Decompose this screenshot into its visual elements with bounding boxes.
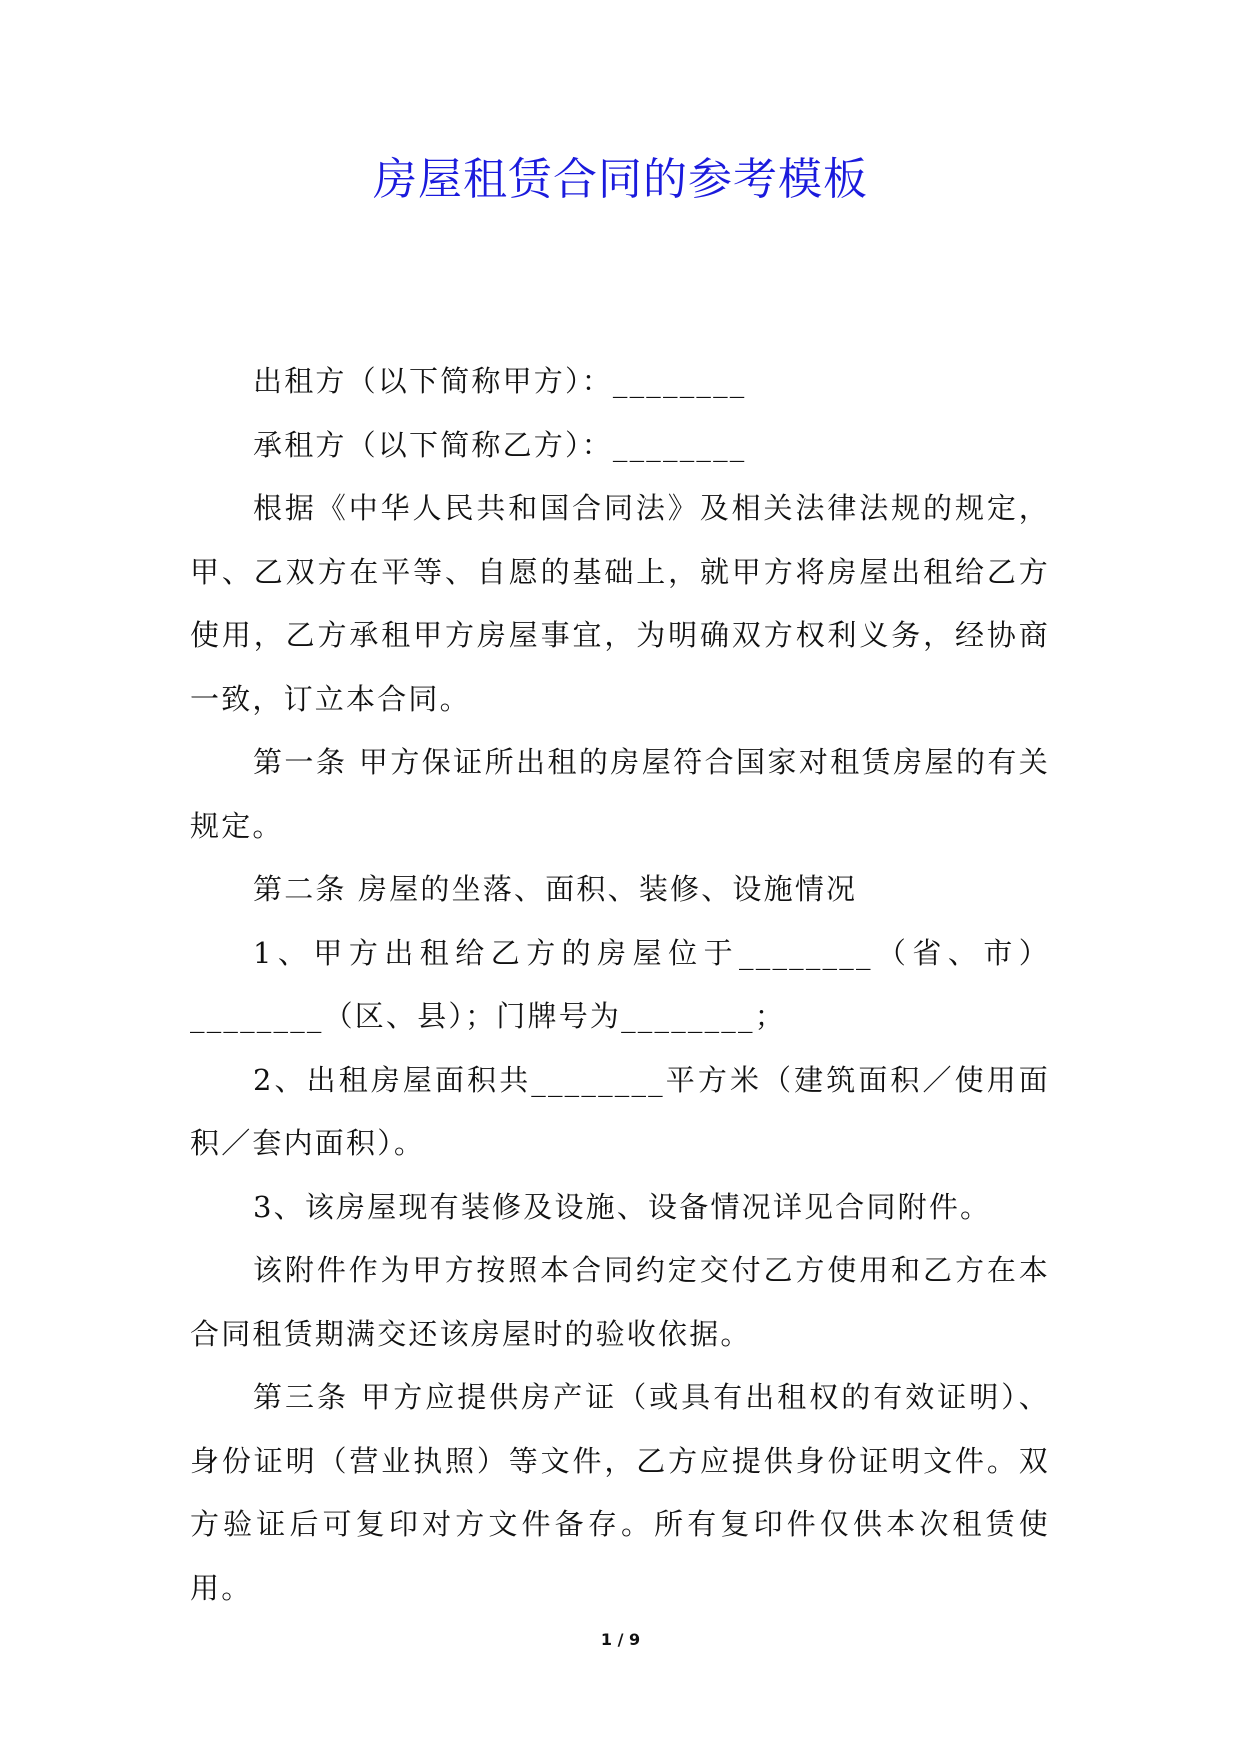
page-number: 1 / 9 [600,1630,641,1649]
preamble-paragraph: 根据《中华人民共和国合同法》及相关法律法规的规定，甲、乙双方在平等、自愿的基础上，就甲方将房屋出租给乙方使用，乙方承租甲方房屋事宜，为明确双方权利义务，经协商一致，订立本合同。 [190,491,1050,716]
lessor-line: 出租方（以下简称甲方）：________ [253,364,747,398]
attachment-paragraph: 该附件作为甲方按照本合同约定交付乙方使用和乙方在本合同租赁期满交还该房屋时的验收依据。 [190,1253,1050,1351]
article-1-paragraph: 第一条 甲方保证所出租的房屋符合国家对租赁房屋的有关规定。 [190,745,1050,843]
article-2-item-3: 3、该房屋现有装修及设施、设备情况详见合同附件。 [253,1189,992,1224]
lessee-line: 承租方（以下简称乙方）：________ [253,427,747,462]
article-3-paragraph: 第三条 甲方应提供房产证（或具有出租权的有效证明）、身份证明（营业执照）等文件，乙方应提供身份证明文件。双方验证后可复印对方文件备存。所有复印件仅供本次租赁使用。 [190,1380,1050,1605]
article-2-heading: 第二条 房屋的坐落、面积、装修、设施情况 [253,872,858,906]
article-2-item-1: 1、甲方出租给乙方的房屋位于________（省、市）________（区、县）；门牌号为________； [190,935,1050,1033]
document-title: 房屋租赁合同的参考模板 [373,154,868,205]
article-2-item-2: 2、出租房屋面积共________平方米（建筑面积／使用面积／套内面积）。 [190,1062,1050,1160]
document-body [190,350,1050,1620]
